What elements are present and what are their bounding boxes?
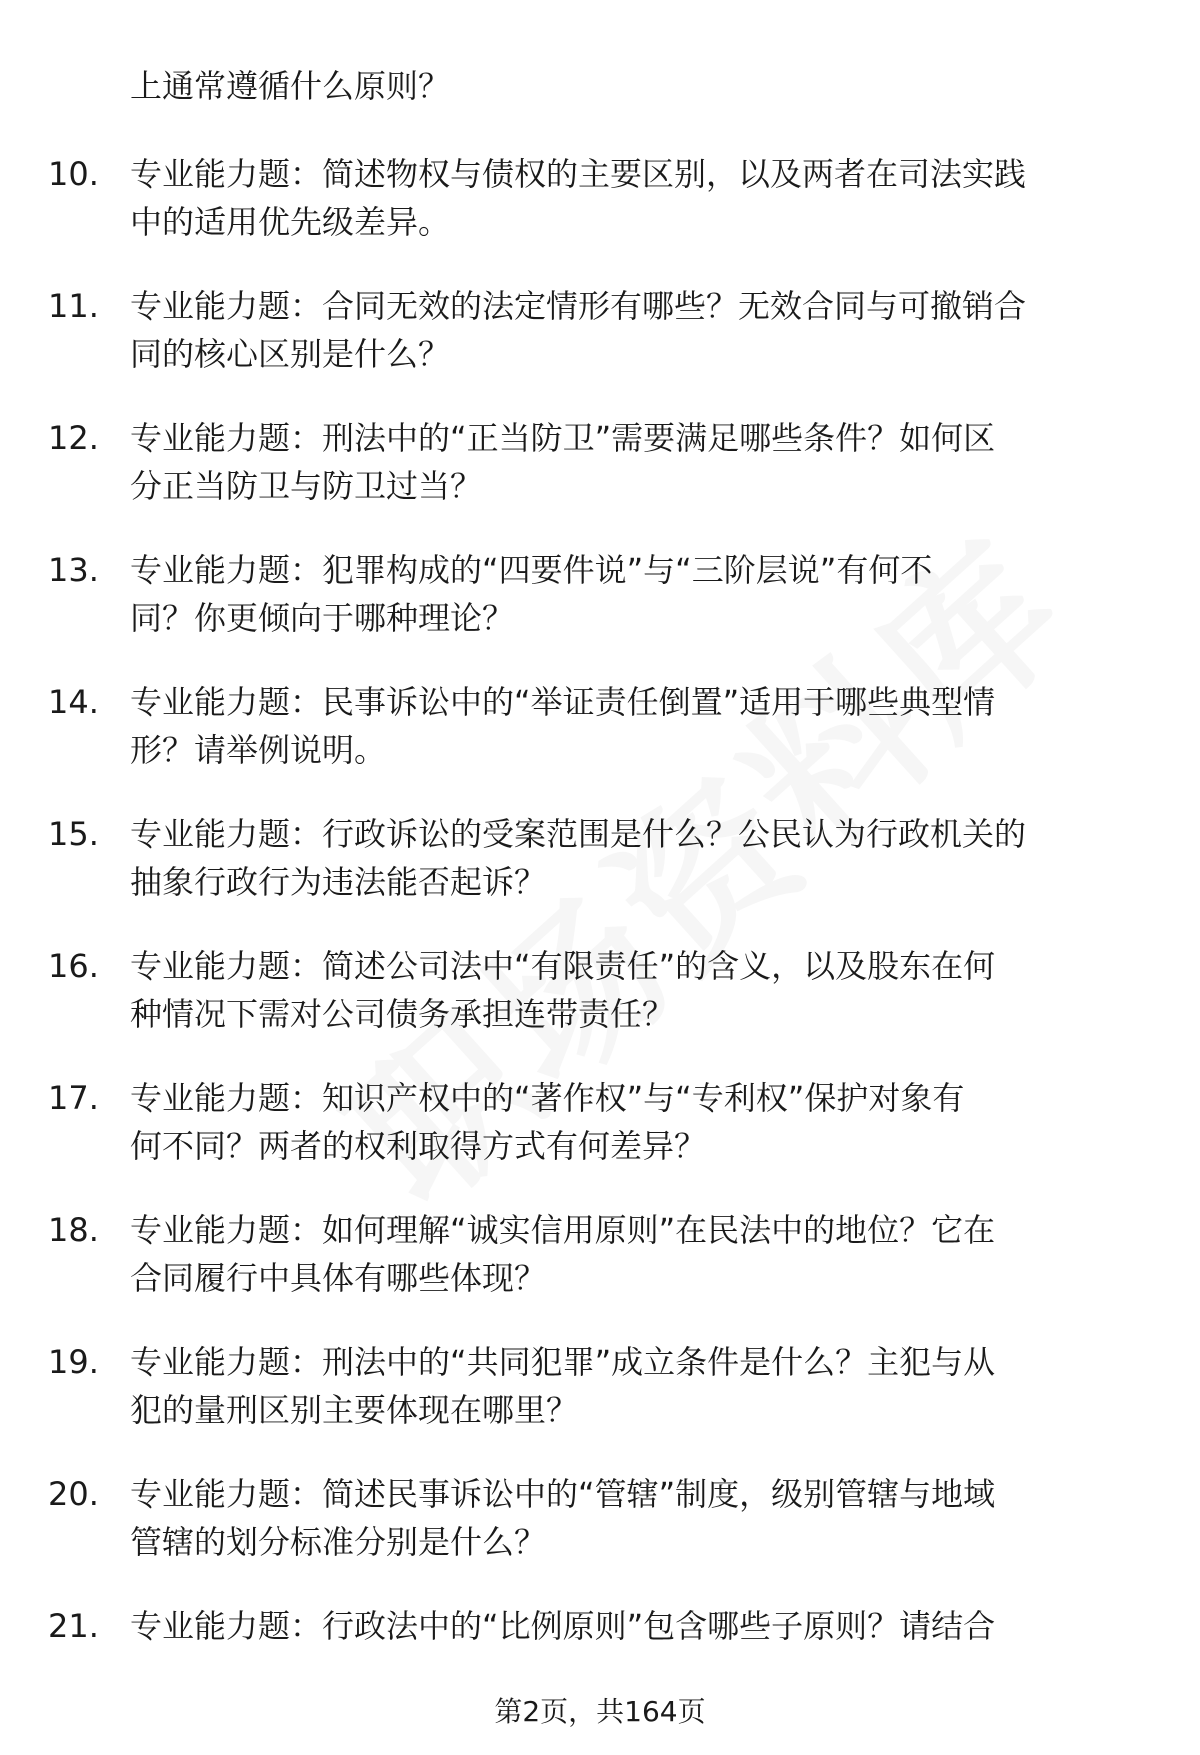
question-text-line: 专业能力题：刑法中的“正当防卫”需要满足哪些条件？如何区 xyxy=(130,419,996,457)
question-item xyxy=(0,942,1200,1074)
question-text-line: 犯的量刑区别主要体现在哪里？ xyxy=(130,1391,579,1429)
question-item xyxy=(0,414,1200,546)
question-number: 19. xyxy=(48,1343,99,1381)
question-text-line: 专业能力题：简述公司法中“有限责任”的含义，以及股东在何 xyxy=(130,947,996,985)
question-number: 18. xyxy=(48,1211,99,1249)
question-number: 16. xyxy=(48,947,99,985)
question-item xyxy=(0,282,1200,414)
question-number: 21. xyxy=(48,1607,99,1645)
page-footer: 第2页，共164页 xyxy=(494,1695,706,1728)
question-number: 15. xyxy=(48,815,99,853)
question-text-line: 管辖的划分标准分别是什么？ xyxy=(130,1523,547,1561)
question-number: 20. xyxy=(48,1475,99,1513)
question-text-line: 何不同？两者的权利取得方式有何差异？ xyxy=(130,1127,707,1165)
question-number: 17. xyxy=(48,1079,99,1117)
question-list xyxy=(0,150,1200,1734)
question-text-line: 专业能力题：知识产权中的“著作权”与“专利权”保护对象有 xyxy=(130,1079,965,1117)
continuation-line: 上通常遵循什么原则？ xyxy=(130,67,451,105)
question-text-line: 专业能力题：行政诉讼的受案范围是什么？公民认为行政机关的 xyxy=(130,815,1027,853)
question-text-line: 专业能力题：刑法中的“共同犯罪”成立条件是什么？主犯与从 xyxy=(130,1343,996,1381)
question-text-line: 抽象行政行为违法能否起诉？ xyxy=(130,863,547,901)
question-number: 13. xyxy=(48,551,99,589)
question-text-line: 中的适用优先级差异。 xyxy=(130,203,451,241)
question-item xyxy=(0,1074,1200,1206)
question-text-line: 合同履行中具体有哪些体现？ xyxy=(130,1259,547,1297)
question-item xyxy=(0,1470,1200,1602)
question-text-line: 形？请举例说明。 xyxy=(130,731,387,769)
question-text-line: 专业能力题：简述物权与债权的主要区别，以及两者在司法实践 xyxy=(130,155,1027,193)
question-item xyxy=(0,1206,1200,1338)
question-number: 11. xyxy=(48,287,99,325)
question-text-line: 同？你更倾向于哪种理论？ xyxy=(130,599,515,637)
question-text-line: 同的核心区别是什么？ xyxy=(130,335,451,373)
question-text-line: 专业能力题：简述民事诉讼中的“管辖”制度，级别管辖与地域 xyxy=(130,1475,996,1513)
question-item xyxy=(0,810,1200,942)
question-number: 14. xyxy=(48,683,99,721)
question-item xyxy=(0,546,1200,678)
question-number: 10. xyxy=(48,155,99,193)
question-text-line: 分正当防卫与防卫过当？ xyxy=(130,467,483,505)
question-item xyxy=(0,150,1200,282)
question-number: 12. xyxy=(48,419,99,457)
question-item xyxy=(0,678,1200,810)
question-text-line: 专业能力题：民事诉讼中的“举证责任倒置”适用于哪些典型情 xyxy=(130,683,996,721)
question-text-line: 专业能力题：合同无效的法定情形有哪些？无效合同与可撤销合 xyxy=(130,287,1027,325)
question-text-line: 专业能力题：犯罪构成的“四要件说”与“三阶层说”有何不 xyxy=(130,551,933,589)
question-item xyxy=(0,1338,1200,1470)
question-text-line: 专业能力题：行政法中的“比例原则”包含哪些子原则？请结合 xyxy=(130,1607,996,1645)
question-text-line: 专业能力题：如何理解“诚实信用原则”在民法中的地位？它在 xyxy=(130,1211,996,1249)
question-text-line: 种情况下需对公司债务承担连带责任？ xyxy=(130,995,675,1033)
